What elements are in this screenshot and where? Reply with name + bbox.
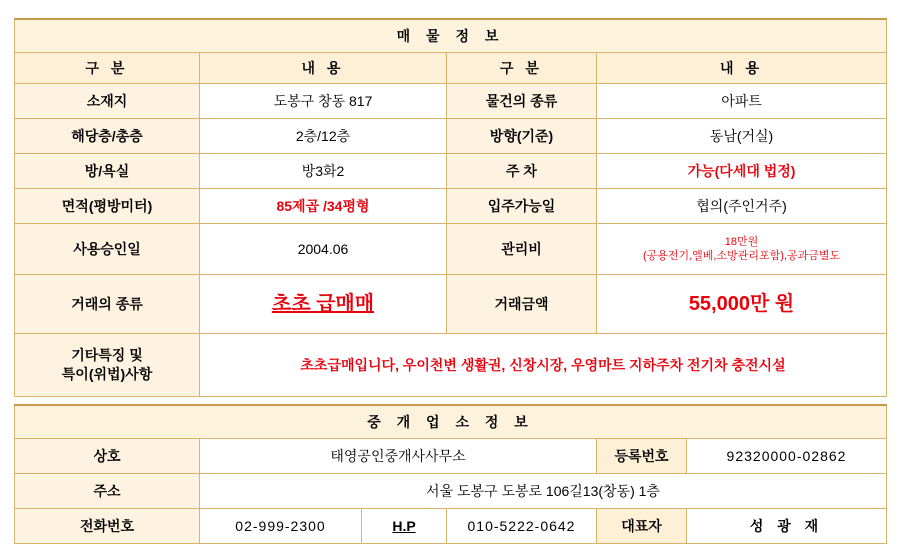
label-parking: 주 차 [447,154,597,189]
value-rooms-baths: 방3화2 [200,154,447,189]
label-ceo: 대표자 [597,509,687,544]
label-area: 면적(평방미터) [15,189,200,224]
table-row [15,84,887,119]
table-row [15,224,887,275]
notes-row [15,334,887,397]
property-section-title: 매 물 정 보 [15,19,887,53]
label-phone: 전화번호 [15,509,200,544]
value-floor: 2층/12층 [200,119,447,154]
property-header-row [15,53,887,84]
header-content-left: 내 용 [200,53,447,84]
header-division-left: 구 분 [15,53,200,84]
value-mobile: 010-5222-0642 [447,509,597,544]
value-location: 도봉구 창동 817 [200,84,447,119]
header-division-right: 구 분 [447,53,597,84]
table-row [15,119,887,154]
value-deal-price-cell [597,275,887,334]
label-notes-line2: 특이(위법)사항 [61,366,153,382]
label-rooms-baths: 방/욕실 [15,154,200,189]
value-deal-type: 초초 급매매 [271,292,375,315]
value-notes: 초초급매입니다, 우이천변 생활권, 신창시장, 우영마트 지하주차 전기차 충전시설 [200,334,887,397]
label-move-in-date: 입주가능일 [447,189,597,224]
value-direction: 동남(거실) [597,119,887,154]
label-deal-type: 거래의 종류 [15,275,200,334]
label-registration-number: 등록번호 [597,439,687,474]
table-row [15,275,887,334]
table-row [15,474,887,509]
agency-info-table [14,404,887,544]
value-maintenance-fee [597,224,887,275]
label-mobile: H.P [362,509,447,544]
value-phone: 02-999-2300 [200,509,362,544]
label-location: 소재지 [15,84,200,119]
value-company-name: 태영공인중개사사무소 [200,439,597,474]
table-row [15,509,887,544]
value-deal-price: 55,000만 원 [688,292,795,315]
label-company-name: 상호 [15,439,200,474]
table-row [15,439,887,474]
header-content-right: 내 용 [597,53,887,84]
label-address: 주소 [15,474,200,509]
table-row [15,189,887,224]
label-deal-price: 거래금액 [447,275,597,334]
value-address: 서울 도봉구 도봉로 106길13(창동) 1층 [200,474,887,509]
agency-section-title: 중 개 업 소 정 보 [15,405,887,439]
maintenance-fee-amount: 18만원 [724,235,759,248]
value-approval-date: 2004.06 [200,224,447,275]
agency-section-title-row [15,405,887,439]
property-section-title-row [15,19,887,53]
value-ceo: 성 광 재 [687,509,887,544]
property-info-table [14,18,887,397]
label-floor: 해당층/총층 [15,119,200,154]
label-maintenance-fee: 관리비 [447,224,597,275]
label-direction: 방향(기준) [447,119,597,154]
value-deal-type-cell [200,275,447,334]
value-property-type: 아파트 [597,84,887,119]
table-row [15,154,887,189]
value-area: 85제곱 /34평형 [200,189,447,224]
label-notes [15,334,200,397]
label-property-type: 물건의 종류 [447,84,597,119]
value-move-in-date: 협의(주인거주) [597,189,887,224]
maintenance-fee-detail: (공용전기,엘베,소방관리포함),공과금별도 [642,250,841,262]
value-registration-number: 92320000-02862 [687,439,887,474]
label-approval-date: 사용승인일 [15,224,200,275]
value-parking: 가능(다세대 법정) [597,154,887,189]
label-notes-line1: 기타특징 및 [71,347,143,364]
